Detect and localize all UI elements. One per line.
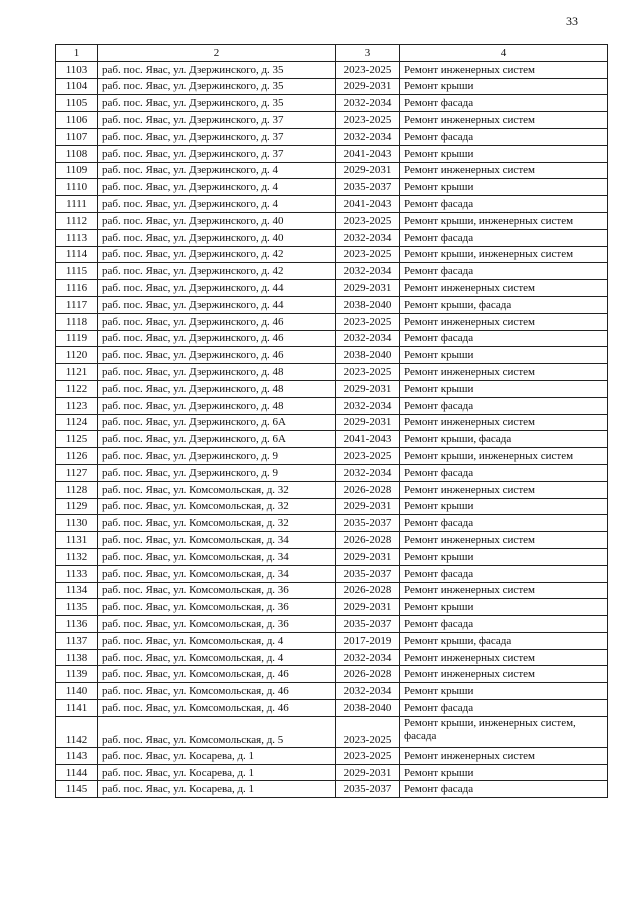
address-cell: раб. пос. Явас, ул. Комсомольская, д. 34 <box>98 548 336 565</box>
address-cell: раб. пос. Явас, ул. Комсомольская, д. 34 <box>98 532 336 549</box>
table-row <box>56 313 608 330</box>
row-number: 1142 <box>56 716 98 747</box>
period-cell: 2029-2031 <box>336 764 400 781</box>
work-type-cell: Ремонт фасада <box>400 263 608 280</box>
work-type-cell: Ремонт инженерных систем <box>400 313 608 330</box>
row-number: 1131 <box>56 532 98 549</box>
row-number: 1124 <box>56 414 98 431</box>
period-cell: 2026-2028 <box>336 532 400 549</box>
table-row <box>56 431 608 448</box>
work-type-cell: Ремонт фасада <box>400 616 608 633</box>
work-type-cell: Ремонт фасада <box>400 128 608 145</box>
row-number: 1145 <box>56 781 98 798</box>
work-type-cell: Ремонт инженерных систем <box>400 747 608 764</box>
work-type-cell: Ремонт фасада <box>400 196 608 213</box>
work-type-cell: Ремонт фасада <box>400 781 608 798</box>
period-cell: 2029-2031 <box>336 162 400 179</box>
table-row <box>56 565 608 582</box>
row-number: 1143 <box>56 747 98 764</box>
address-cell: раб. пос. Явас, ул. Дзержинского, д. 40 <box>98 229 336 246</box>
period-cell: 2023-2025 <box>336 747 400 764</box>
row-number: 1136 <box>56 616 98 633</box>
header-col-2: 2 <box>98 45 336 62</box>
row-number: 1106 <box>56 112 98 129</box>
period-cell: 2017-2019 <box>336 632 400 649</box>
table-row <box>56 616 608 633</box>
table-row <box>56 764 608 781</box>
period-cell: 2029-2031 <box>336 548 400 565</box>
table-row <box>56 280 608 297</box>
period-cell: 2029-2031 <box>336 498 400 515</box>
table-row <box>56 380 608 397</box>
work-type-cell: Ремонт крыши <box>400 380 608 397</box>
address-cell: раб. пос. Явас, ул. Дзержинского, д. 4 <box>98 162 336 179</box>
period-cell: 2041-2043 <box>336 431 400 448</box>
row-number: 1116 <box>56 280 98 297</box>
period-cell: 2038-2040 <box>336 296 400 313</box>
address-cell: раб. пос. Явас, ул. Дзержинского, д. 37 <box>98 128 336 145</box>
address-cell: раб. пос. Явас, ул. Комсомольская, д. 36 <box>98 582 336 599</box>
address-cell: раб. пос. Явас, ул. Дзержинского, д. 4 <box>98 179 336 196</box>
work-type-cell: Ремонт крыши, инженерных систем <box>400 246 608 263</box>
row-number: 1118 <box>56 313 98 330</box>
row-number: 1133 <box>56 565 98 582</box>
period-cell: 2035-2037 <box>336 781 400 798</box>
table-row <box>56 61 608 78</box>
work-type-cell: Ремонт фасада <box>400 700 608 717</box>
row-number: 1115 <box>56 263 98 280</box>
work-type-cell: Ремонт крыши <box>400 548 608 565</box>
period-cell: 2032-2034 <box>336 683 400 700</box>
row-number: 1119 <box>56 330 98 347</box>
address-cell: раб. пос. Явас, ул. Дзержинского, д. 35 <box>98 95 336 112</box>
table-row <box>56 548 608 565</box>
row-number: 1129 <box>56 498 98 515</box>
address-cell: раб. пос. Явас, ул. Дзержинского, д. 35 <box>98 61 336 78</box>
period-cell: 2023-2025 <box>336 448 400 465</box>
address-cell: раб. пос. Явас, ул. Дзержинского, д. 9 <box>98 464 336 481</box>
period-cell: 2032-2034 <box>336 229 400 246</box>
table-row <box>56 196 608 213</box>
period-cell: 2032-2034 <box>336 397 400 414</box>
period-cell: 2032-2034 <box>336 263 400 280</box>
address-cell: раб. пос. Явас, ул. Комсомольская, д. 46 <box>98 683 336 700</box>
row-number: 1104 <box>56 78 98 95</box>
period-cell: 2035-2037 <box>336 515 400 532</box>
address-cell: раб. пос. Явас, ул. Комсомольская, д. 32 <box>98 515 336 532</box>
row-number: 1109 <box>56 162 98 179</box>
address-cell: раб. пос. Явас, ул. Комсомольская, д. 46 <box>98 666 336 683</box>
work-type-cell: Ремонт крыши <box>400 599 608 616</box>
row-number: 1120 <box>56 347 98 364</box>
page-number: 33 <box>566 14 578 28</box>
row-number: 1132 <box>56 548 98 565</box>
address-cell: раб. пос. Явас, ул. Дзержинского, д. 46 <box>98 313 336 330</box>
table-row <box>56 212 608 229</box>
address-cell: раб. пос. Явас, ул. Комсомольская, д. 46 <box>98 700 336 717</box>
table-row <box>56 649 608 666</box>
period-cell: 2026-2028 <box>336 481 400 498</box>
work-type-cell: Ремонт инженерных систем <box>400 162 608 179</box>
work-type-cell: Ремонт фасада <box>400 397 608 414</box>
table-row <box>56 498 608 515</box>
address-cell: раб. пос. Явас, ул. Дзержинского, д. 37 <box>98 145 336 162</box>
row-number: 1134 <box>56 582 98 599</box>
period-cell: 2023-2025 <box>336 212 400 229</box>
period-cell: 2023-2025 <box>336 716 400 747</box>
table-header-row <box>56 45 608 62</box>
address-cell: раб. пос. Явас, ул. Дзержинского, д. 37 <box>98 112 336 129</box>
work-type-cell: Ремонт инженерных систем <box>400 61 608 78</box>
row-number: 1139 <box>56 666 98 683</box>
work-type-cell: Ремонт крыши <box>400 179 608 196</box>
work-type-cell: Ремонт инженерных систем <box>400 280 608 297</box>
period-cell: 2029-2031 <box>336 599 400 616</box>
period-cell: 2029-2031 <box>336 78 400 95</box>
table-row <box>56 632 608 649</box>
table-row <box>56 464 608 481</box>
period-cell: 2023-2025 <box>336 364 400 381</box>
period-cell: 2032-2034 <box>336 649 400 666</box>
address-cell: раб. пос. Явас, ул. Косарева, д. 1 <box>98 747 336 764</box>
period-cell: 2035-2037 <box>336 616 400 633</box>
row-number: 1128 <box>56 481 98 498</box>
address-cell: раб. пос. Явас, ул. Комсомольская, д. 34 <box>98 565 336 582</box>
work-type-cell: Ремонт инженерных систем <box>400 649 608 666</box>
row-number: 1112 <box>56 212 98 229</box>
row-number: 1105 <box>56 95 98 112</box>
table-row <box>56 128 608 145</box>
address-cell: раб. пос. Явас, ул. Косарева, д. 1 <box>98 764 336 781</box>
table-row <box>56 747 608 764</box>
row-number: 1103 <box>56 61 98 78</box>
work-type-cell: Ремонт фасада <box>400 95 608 112</box>
table-row <box>56 145 608 162</box>
row-number: 1126 <box>56 448 98 465</box>
address-cell: раб. пос. Явас, ул. Дзержинского, д. 42 <box>98 246 336 263</box>
work-type-cell: Ремонт инженерных систем <box>400 481 608 498</box>
period-cell: 2023-2025 <box>336 246 400 263</box>
table-row <box>56 716 608 747</box>
work-type-cell: Ремонт крыши <box>400 145 608 162</box>
work-type-cell: Ремонт крыши, инженерных систем, фасада <box>400 716 608 747</box>
table-row <box>56 78 608 95</box>
work-type-cell: Ремонт фасада <box>400 515 608 532</box>
table-row <box>56 263 608 280</box>
address-cell: раб. пос. Явас, ул. Дзержинского, д. 40 <box>98 212 336 229</box>
work-type-cell: Ремонт инженерных систем <box>400 364 608 381</box>
address-cell: раб. пос. Явас, ул. Дзержинского, д. 48 <box>98 364 336 381</box>
address-cell: раб. пос. Явас, ул. Дзержинского, д. 44 <box>98 280 336 297</box>
row-number: 1122 <box>56 380 98 397</box>
row-number: 1127 <box>56 464 98 481</box>
row-number: 1107 <box>56 128 98 145</box>
work-type-cell: Ремонт фасада <box>400 464 608 481</box>
work-type-cell: Ремонт крыши <box>400 78 608 95</box>
work-type-cell: Ремонт инженерных систем <box>400 582 608 599</box>
table-row <box>56 481 608 498</box>
period-cell: 2029-2031 <box>336 380 400 397</box>
period-cell: 2029-2031 <box>336 280 400 297</box>
address-cell: раб. пос. Явас, ул. Дзержинского, д. 46 <box>98 330 336 347</box>
address-cell: раб. пос. Явас, ул. Дзержинского, д. 48 <box>98 397 336 414</box>
address-cell: раб. пос. Явас, ул. Дзержинского, д. 9 <box>98 448 336 465</box>
address-cell: раб. пос. Явас, ул. Дзержинского, д. 35 <box>98 78 336 95</box>
row-number: 1121 <box>56 364 98 381</box>
address-cell: раб. пос. Явас, ул. Комсомольская, д. 32 <box>98 481 336 498</box>
address-cell: раб. пос. Явас, ул. Дзержинского, д. 44 <box>98 296 336 313</box>
header-col-1: 1 <box>56 45 98 62</box>
row-number: 1114 <box>56 246 98 263</box>
address-cell: раб. пос. Явас, ул. Дзержинского, д. 6А <box>98 414 336 431</box>
period-cell: 2041-2043 <box>336 196 400 213</box>
row-number: 1117 <box>56 296 98 313</box>
work-type-cell: Ремонт фасада <box>400 229 608 246</box>
row-number: 1135 <box>56 599 98 616</box>
work-type-cell: Ремонт крыши <box>400 347 608 364</box>
address-cell: раб. пос. Явас, ул. Дзержинского, д. 42 <box>98 263 336 280</box>
period-cell: 2029-2031 <box>336 414 400 431</box>
address-cell: раб. пос. Явас, ул. Дзержинского, д. 48 <box>98 380 336 397</box>
address-cell: раб. пос. Явас, ул. Комсомольская, д. 36 <box>98 599 336 616</box>
work-type-cell: Ремонт крыши, фасада <box>400 296 608 313</box>
work-type-cell: Ремонт крыши <box>400 764 608 781</box>
table-row <box>56 347 608 364</box>
table-row <box>56 532 608 549</box>
work-type-cell: Ремонт инженерных систем <box>400 112 608 129</box>
address-cell: раб. пос. Явас, ул. Комсомольская, д. 36 <box>98 616 336 633</box>
address-cell: раб. пос. Явас, ул. Комсомольская, д. 5 <box>98 716 336 747</box>
row-number: 1110 <box>56 179 98 196</box>
table-row <box>56 515 608 532</box>
row-number: 1123 <box>56 397 98 414</box>
period-cell: 2038-2040 <box>336 347 400 364</box>
table-row <box>56 414 608 431</box>
table-row <box>56 448 608 465</box>
period-cell: 2026-2028 <box>336 582 400 599</box>
work-type-cell: Ремонт крыши, фасада <box>400 431 608 448</box>
period-cell: 2023-2025 <box>336 112 400 129</box>
table-row <box>56 397 608 414</box>
row-number: 1111 <box>56 196 98 213</box>
address-cell: раб. пос. Явас, ул. Комсомольская, д. 4 <box>98 649 336 666</box>
work-type-cell: Ремонт фасада <box>400 565 608 582</box>
table-row <box>56 296 608 313</box>
address-cell: раб. пос. Явас, ул. Дзержинского, д. 46 <box>98 347 336 364</box>
table-row <box>56 95 608 112</box>
period-cell: 2032-2034 <box>336 464 400 481</box>
table-row <box>56 781 608 798</box>
period-cell: 2023-2025 <box>336 313 400 330</box>
table-row <box>56 683 608 700</box>
period-cell: 2035-2037 <box>336 565 400 582</box>
work-type-cell: Ремонт инженерных систем <box>400 414 608 431</box>
period-cell: 2023-2025 <box>336 61 400 78</box>
work-type-cell: Ремонт крыши, инженерных систем <box>400 212 608 229</box>
table-row <box>56 112 608 129</box>
table-row <box>56 229 608 246</box>
work-type-cell: Ремонт фасада <box>400 330 608 347</box>
table-row <box>56 162 608 179</box>
work-type-cell: Ремонт крыши <box>400 498 608 515</box>
table-row <box>56 700 608 717</box>
header-col-3: 3 <box>336 45 400 62</box>
table-row <box>56 599 608 616</box>
table-row <box>56 582 608 599</box>
row-number: 1108 <box>56 145 98 162</box>
repair-schedule-table <box>55 44 608 798</box>
work-type-cell: Ремонт крыши, фасада <box>400 632 608 649</box>
period-cell: 2035-2037 <box>336 179 400 196</box>
row-number: 1144 <box>56 764 98 781</box>
table-row <box>56 330 608 347</box>
row-number: 1141 <box>56 700 98 717</box>
row-number: 1140 <box>56 683 98 700</box>
work-type-cell: Ремонт крыши, инженерных систем <box>400 448 608 465</box>
table-row <box>56 364 608 381</box>
address-cell: раб. пос. Явас, ул. Комсомольская, д. 4 <box>98 632 336 649</box>
table-row <box>56 246 608 263</box>
work-type-cell: Ремонт крыши <box>400 683 608 700</box>
period-cell: 2038-2040 <box>336 700 400 717</box>
address-cell: раб. пос. Явас, ул. Косарева, д. 1 <box>98 781 336 798</box>
address-cell: раб. пос. Явас, ул. Дзержинского, д. 6А <box>98 431 336 448</box>
address-cell: раб. пос. Явас, ул. Комсомольская, д. 32 <box>98 498 336 515</box>
table-row <box>56 666 608 683</box>
period-cell: 2032-2034 <box>336 330 400 347</box>
period-cell: 2032-2034 <box>336 95 400 112</box>
work-type-cell: Ремонт инженерных систем <box>400 532 608 549</box>
row-number: 1138 <box>56 649 98 666</box>
period-cell: 2026-2028 <box>336 666 400 683</box>
period-cell: 2032-2034 <box>336 128 400 145</box>
header-col-4: 4 <box>400 45 608 62</box>
row-number: 1130 <box>56 515 98 532</box>
address-cell: раб. пос. Явас, ул. Дзержинского, д. 4 <box>98 196 336 213</box>
row-number: 1125 <box>56 431 98 448</box>
row-number: 1113 <box>56 229 98 246</box>
period-cell: 2041-2043 <box>336 145 400 162</box>
work-type-cell: Ремонт инженерных систем <box>400 666 608 683</box>
row-number: 1137 <box>56 632 98 649</box>
table-row <box>56 179 608 196</box>
